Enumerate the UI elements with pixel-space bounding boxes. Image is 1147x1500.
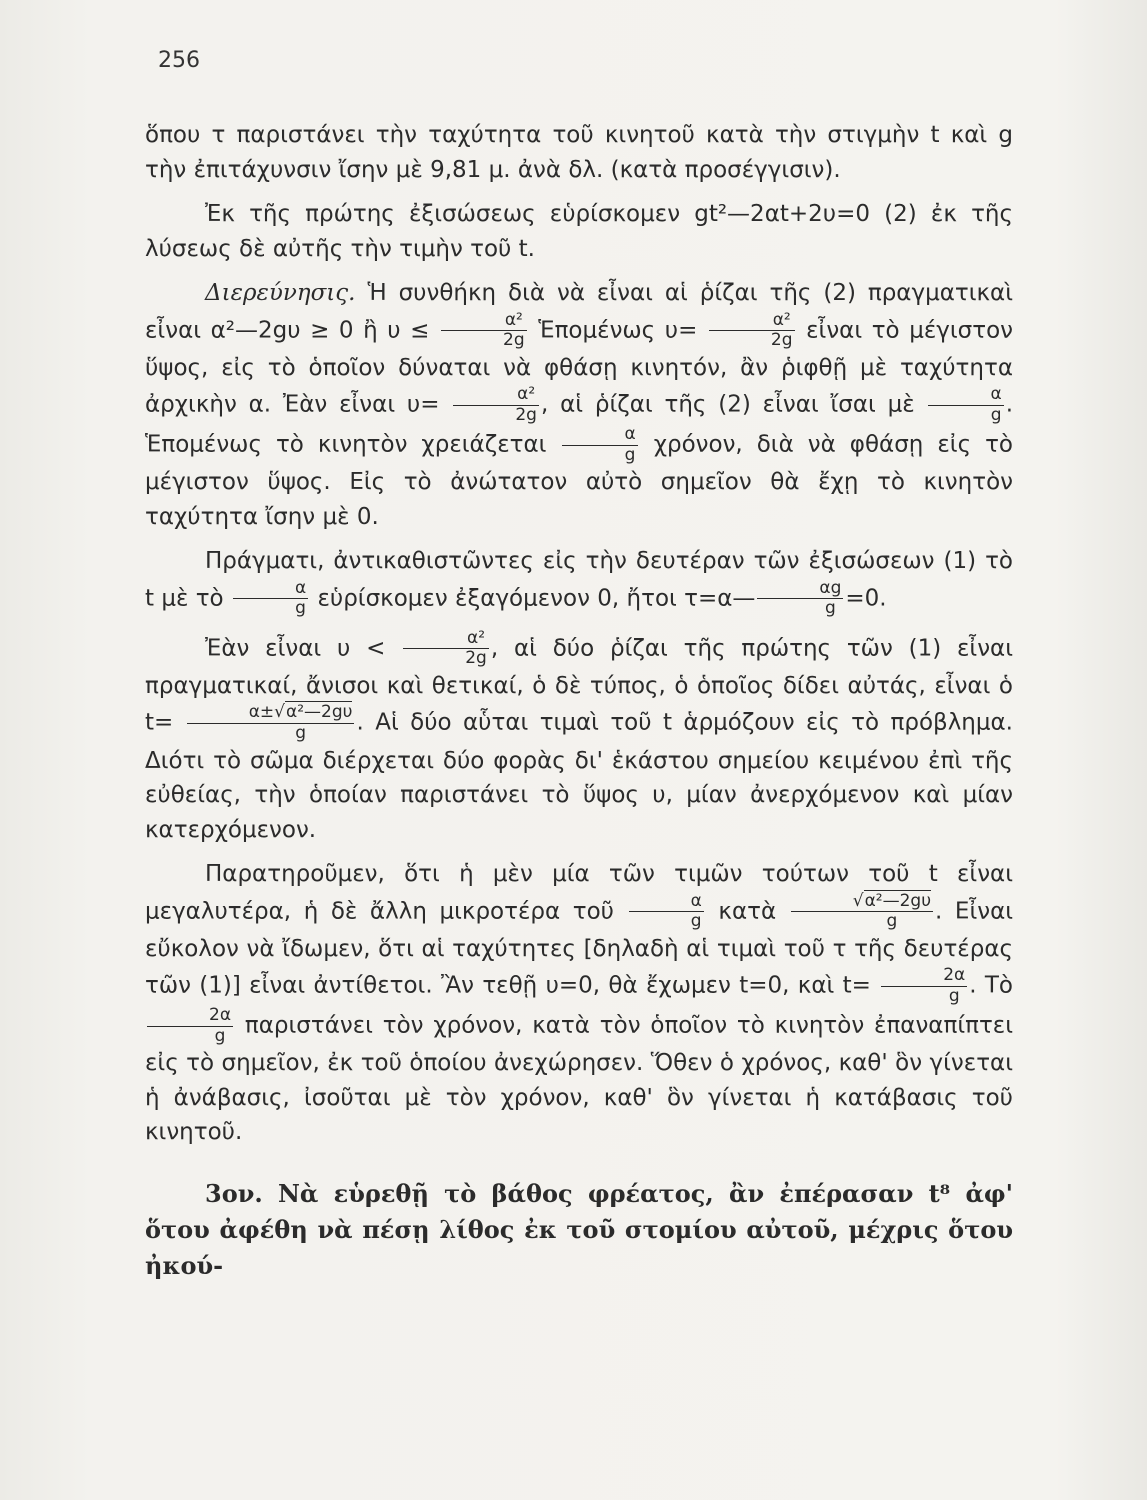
denominator: g — [886, 911, 898, 932]
p6-text-1: Παρατηροῦμεν, ὅτι ἡ μὲν μία τῶν τιμῶν τούτων τοῦ t εἶναι μεγαλυτέρα, ἡ δὲ ἄλλη μικροτέρα τοῦ — [145, 861, 1013, 925]
p3-text-1: Ἡ συνθήκη διὰ νὰ εἶναι αἱ ῥίζαι τῆς (2) πραγματικαὶ εἶναι α²—2gυ ≥ 0 ἢ υ ≤ — [145, 280, 1013, 344]
fraction — [629, 892, 704, 932]
denominator: 2g — [503, 330, 525, 351]
denominator: g — [990, 404, 1002, 425]
denominator: g — [295, 598, 306, 619]
numerator: 2α — [147, 1006, 233, 1027]
fraction — [453, 385, 539, 425]
denominator: g — [824, 598, 836, 619]
fraction — [562, 425, 637, 465]
numerator: α — [562, 425, 637, 446]
p6-text-4: . Τὸ — [969, 972, 1014, 999]
fraction — [233, 579, 308, 619]
numerator — [187, 703, 355, 724]
p5-text-1: Ἐὰν εἶναι υ < — [205, 635, 386, 662]
numerator: α² — [441, 311, 527, 332]
p6-text-3: . Εἶναι εὔκολον νὰ ἴδωμεν, ὅτι αἱ ταχύτητες [δηλαδὴ αἱ τιμαὶ τοῦ τ τῆς δευτέρας τῶν (1)] εἶναι ἀντίθετοι. Ἂν τεθῇ υ=0, θὰ ἔχωμεν t=0, καὶ t= — [145, 898, 1014, 999]
numerator: α — [233, 579, 308, 600]
numerator: α² — [709, 311, 795, 332]
denominator: g — [624, 444, 636, 465]
problem-heading: 3ον. Νὰ εὑρεθῇ τὸ βάθος φρέατος, ἂν ἐπέρασαν t⁸ ἀφ' ὅτου ἀφέθη νὰ πέσῃ λίθος ἐκ τοῦ στομίου αὐτοῦ, μέχρις ὅτου ἠκού- — [145, 1178, 1013, 1280]
p5-text-3: . Αἱ δύο αὗται τιμαὶ τοῦ t ἁρμόζουν εἰς τὸ πρόβλημα. Διότι τὸ σῶμα διέρχεται δύο φορὰς δι' ἑκάστου σημείου κειμένου ἐπὶ τῆς εὐθείας, τὴν ὁποίαν παριστάνει τὸ ὕψος υ, μίαν ἀνερχόμενον καὶ μίαν κατερχόμενον. — [145, 710, 1013, 843]
p4-text-1: Πράγματι, ἀντικαθιστῶντες εἰς τὴν δευτέραν τῶν ἐξισώσεων (1) τὸ t μὲ τὸ — [145, 548, 1013, 612]
fraction — [757, 579, 843, 619]
fraction — [928, 385, 1003, 425]
numerator — [791, 892, 933, 913]
section-label: Διερεύνησις. — [205, 280, 356, 306]
p3-text-3: εἶναι τὸ μέγιστον ὕψος, εἰς τὸ ὁποῖον δύναται νὰ φθάσῃ κινητόν, ἂν ῥιφθῇ μὲ ταχύτητα ἀρχικὴν α. Ἐὰν εἶναι υ= — [145, 317, 1013, 418]
fraction — [441, 311, 527, 351]
paragraph-5 — [145, 629, 1013, 847]
denominator: g — [948, 985, 960, 1006]
denominator: g — [690, 911, 702, 932]
paragraph-6 — [145, 857, 1013, 1150]
paragraph-4 — [145, 544, 1013, 619]
numerator-part: √ — [852, 890, 864, 911]
numerator-part: α±√ — [248, 702, 286, 723]
p4-text-2: εὑρίσκομεν ἐξαγόμενον 0, ἤτοι τ=α— — [317, 585, 756, 612]
p6-text-2: κατὰ — [718, 898, 777, 925]
fraction — [709, 311, 795, 351]
numerator: α — [928, 385, 1003, 406]
denominator: g — [295, 723, 306, 744]
page-body — [145, 118, 1013, 1294]
fraction — [791, 892, 933, 932]
numerator: α² — [403, 629, 489, 650]
fraction — [147, 1006, 233, 1046]
paragraph-1: ὅπου τ παριστάνει τὴν ταχύτητα τοῦ κινητοῦ κατὰ τὴν στιγμὴν t καὶ g τὴν ἐπιτάχυνσιν ἴσην μὲ 9,81 μ. ἀνὰ δλ. (κατὰ προσέγγισιν). — [145, 122, 1013, 183]
p4-text-3: =0. — [845, 585, 887, 612]
fraction — [881, 966, 967, 1006]
p3-text-6: χρόνον, διὰ νὰ φθάσῃ εἰς τὸ μέγιστον ὕψος. Εἰς τὸ ἀνώτατον αὐτὸ σημεῖον θὰ ἔχῃ τὸ κινητὸν ταχύτητα ἴσην μὲ 0. — [145, 431, 1014, 530]
radicand: α²—2gυ — [286, 702, 353, 723]
denominator: g — [214, 1025, 226, 1046]
numerator: α² — [453, 385, 539, 406]
p3-text-5: . Ἑπομένως τὸ κινητὸν χρειάζεται — [145, 391, 1014, 458]
p3-text-2: Ἑπομένως υ= — [538, 317, 698, 344]
paragraph-3 — [145, 276, 1013, 534]
denominator: 2g — [770, 330, 793, 351]
p3-text-4: , αἱ ῥίζαι τῆς (2) εἶναι ἴσαι μὲ — [540, 391, 915, 418]
paragraph-2: Ἐκ τῆς πρώτης ἐξισώσεως εὑρίσκομεν gt²—2αt+2υ=0 (2) ἐκ τῆς λύσεως δὲ αὐτῆς τὴν τιμὴν τοῦ t. — [145, 201, 1013, 262]
numerator: αg — [757, 579, 843, 600]
p5-text-2: , αἱ δύο ῥίζαι τῆς πρώτης τῶν (1) εἶναι πραγματικαί, ἄνισοι καὶ θετικαί, ὁ δὲ τύπος, ὁ ὁποῖος δίδει αὐτάς, εἶναι ὁ t= — [145, 635, 1014, 737]
denominator: 2g — [465, 648, 487, 669]
fraction — [187, 703, 355, 743]
denominator: 2g — [515, 404, 537, 425]
fraction — [403, 629, 489, 669]
radicand: α²—2gυ — [864, 890, 932, 911]
page-number: 256 — [158, 48, 200, 73]
p6-text-5: παριστάνει τὸν χρόνον, κατὰ τὸν ὁποῖον τὸ κινητὸν ἐπαναπίπτει εἰς τὸ σημεῖον, ἐκ τοῦ ὁποίου ἀνεχώρησεν. Ὅθεν ὁ χρόνος, καθ' ὃν γίνεται ἡ ἀνάβασις, ἰσοῦται μὲ τὸν χρόνον, καθ' ὃν γίνεται ἡ κατάβασις τοῦ κινητοῦ. — [145, 1012, 1014, 1146]
numerator: 2α — [881, 966, 967, 987]
numerator: α — [629, 892, 704, 913]
